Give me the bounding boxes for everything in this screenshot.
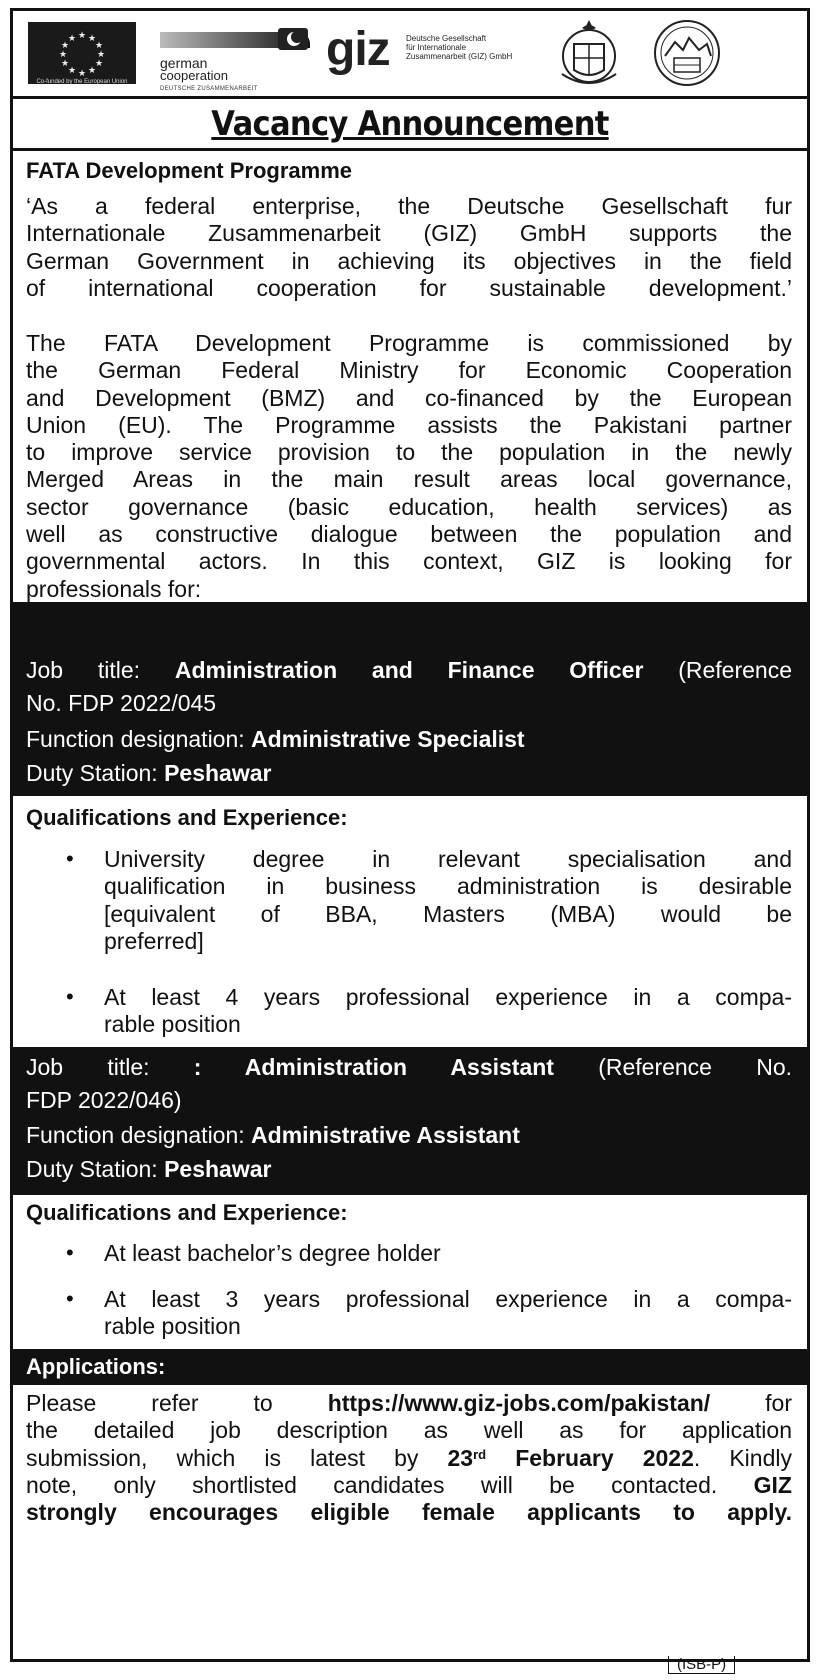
bullet-line: At least 3 years professional experience in a compa- bbox=[104, 1286, 792, 1312]
context-line: sector governance (basic education, health services) as bbox=[26, 493, 792, 520]
german-cooperation-logo bbox=[160, 24, 310, 92]
divider bbox=[10, 96, 810, 99]
applications-heading: Applications: bbox=[26, 1354, 166, 1379]
job2-station-value: Peshawar bbox=[164, 1156, 272, 1182]
job1-station-line bbox=[26, 760, 792, 787]
deadline-day: 23 bbox=[447, 1444, 474, 1471]
page-title: Vacancy Announcement bbox=[211, 104, 609, 144]
job2-function-value: Administrative Assistant bbox=[251, 1122, 520, 1148]
giz-logo: giz bbox=[326, 23, 390, 76]
job1-title-ref: (Reference bbox=[643, 657, 793, 683]
bullet-line: rable position bbox=[104, 1313, 241, 1340]
context-paragraph bbox=[26, 330, 792, 603]
divider bbox=[10, 148, 810, 151]
context-line: and Development (BMZ) and co-financed by the European bbox=[26, 384, 792, 411]
provincial-seal-icon bbox=[650, 16, 724, 90]
programme-heading: FATA Development Programme bbox=[26, 158, 352, 183]
context-line: well as constructive dialogue between the population and bbox=[26, 521, 792, 548]
giz-subtitle bbox=[406, 34, 512, 61]
giz-sub-3: Zusammenarbeit (GIZ) GmbH bbox=[406, 52, 513, 61]
job2-bullet-2 bbox=[104, 1286, 792, 1341]
gc-text-2: cooperation bbox=[160, 68, 228, 83]
job2-ref-line: FDP 2022/046) bbox=[26, 1087, 182, 1113]
deadline-suffix: rd bbox=[473, 1446, 487, 1462]
job1-station-value: Peshawar bbox=[164, 760, 272, 786]
pakistan-flag-icon bbox=[278, 28, 308, 50]
svg-text:★: ★ bbox=[60, 41, 70, 51]
context-line: Merged Areas in the main result areas local governance, bbox=[26, 466, 792, 493]
svg-text:★: ★ bbox=[60, 59, 70, 69]
gc-text-1: german bbox=[160, 55, 208, 71]
intro-paragraph bbox=[26, 193, 792, 302]
bullet-icon: • bbox=[66, 1240, 74, 1265]
logo-row bbox=[10, 10, 800, 94]
bullet-line: University degree in relevant specialisation and bbox=[104, 846, 792, 872]
app-text: Please refer to bbox=[26, 1390, 328, 1416]
applications-text bbox=[26, 1390, 792, 1526]
eu-flag-logo bbox=[28, 22, 136, 84]
app-line bbox=[26, 1445, 792, 1472]
intro-line: German Government in achieving its objectives in the field bbox=[26, 247, 792, 274]
svg-text:★: ★ bbox=[94, 41, 104, 51]
job1-function-line bbox=[26, 726, 792, 753]
job1-bullet-2 bbox=[104, 984, 792, 1039]
intro-line: of international cooperation for sustainable development.’ bbox=[26, 274, 792, 301]
job1-station-label: Duty Station: bbox=[26, 760, 165, 786]
bullet-line: rable position bbox=[104, 1011, 241, 1038]
giz-sub-1: Deutsche Gesellschaft bbox=[406, 34, 487, 43]
svg-text:★: ★ bbox=[77, 69, 87, 79]
svg-text:★: ★ bbox=[58, 50, 68, 60]
bullet-line: preferred] bbox=[104, 927, 204, 954]
bullet-line: qualification in business administration is desirable bbox=[104, 873, 792, 900]
job2-station-label: Duty Station: bbox=[26, 1156, 165, 1182]
job2-function-line bbox=[26, 1122, 792, 1149]
intro-line: Internationale Zusammenarbeit (GIZ) GmbH supports the bbox=[26, 220, 792, 247]
eu-caption: Co-funded by the European Union bbox=[36, 79, 128, 85]
bullet-line: At least 4 years professional experience in a compa- bbox=[104, 984, 792, 1010]
eu-stars-icon bbox=[28, 22, 136, 84]
job1-bullet-1 bbox=[104, 846, 792, 955]
application-url-link[interactable]: https://www.giz-jobs.com/pakistan/ bbox=[327, 1390, 711, 1416]
gc-text-3: DEUTSCHE ZUSAMMENARBEIT bbox=[160, 86, 258, 92]
job2-qual-heading: Qualifications and Experience: bbox=[26, 1200, 348, 1225]
deadline-date: February 2022 bbox=[486, 1444, 694, 1471]
bullet-icon: • bbox=[66, 846, 74, 871]
svg-text:★: ★ bbox=[67, 66, 77, 76]
bullet-icon: • bbox=[66, 1286, 74, 1311]
context-line: the German Federal Ministry for Economic Cooperation bbox=[26, 357, 792, 384]
app-text: for bbox=[710, 1390, 793, 1416]
app-text: . Kindly bbox=[693, 1444, 792, 1471]
job1-qual-heading: Qualifications and Experience: bbox=[26, 805, 348, 830]
svg-text:★: ★ bbox=[87, 34, 97, 44]
bullet-icon: • bbox=[66, 984, 74, 1009]
app-line bbox=[26, 1390, 792, 1417]
app-line bbox=[26, 1472, 792, 1499]
job1-title-line bbox=[26, 657, 792, 684]
job1-ref-line: No. FDP 2022/045 bbox=[26, 690, 217, 716]
job1-title-label: Job title: bbox=[26, 657, 175, 683]
context-line: The FATA Development Programme is commissioned by bbox=[26, 330, 792, 356]
context-line: to improve service provision to the population in the newly bbox=[26, 439, 792, 466]
job2-title-line bbox=[26, 1054, 792, 1081]
svg-text:★: ★ bbox=[94, 59, 104, 69]
svg-text:★: ★ bbox=[96, 50, 106, 60]
app-text: submission, which is latest by bbox=[26, 1444, 448, 1471]
government-seal-icon bbox=[552, 16, 626, 90]
svg-text:★: ★ bbox=[77, 31, 87, 41]
intro-line: ‘As a federal enterprise, the Deutsche Gesellschaft fur bbox=[26, 193, 792, 219]
job2-title-ref: (Reference No. bbox=[553, 1054, 792, 1080]
svg-text:★: ★ bbox=[67, 34, 77, 44]
bullet-line: At least bachelor’s degree holder bbox=[104, 1240, 441, 1266]
svg-text:★: ★ bbox=[87, 66, 97, 76]
context-line: Union (EU). The Programme assists the Pakistani partner bbox=[26, 411, 792, 438]
app-text-bold: GIZ bbox=[753, 1471, 792, 1498]
job1-function-label: Function designation: bbox=[26, 726, 252, 752]
app-line: the detailed job description as well as for application bbox=[26, 1417, 792, 1444]
job2-title-value: : Administration Assistant bbox=[193, 1054, 554, 1080]
job2-station-line bbox=[26, 1156, 792, 1183]
app-line: strongly encourages eligible female applicants to apply. bbox=[26, 1499, 792, 1526]
job1-title-value: Administration and Finance Officer bbox=[174, 657, 644, 683]
giz-sub-2: für Internationale bbox=[406, 43, 467, 52]
footer-code: (ISB-P) bbox=[668, 1656, 735, 1674]
job2-title-label: Job title: bbox=[26, 1054, 194, 1080]
job2-function-label: Function designation: bbox=[26, 1122, 252, 1148]
job1-function-value: Administrative Specialist bbox=[251, 726, 525, 752]
bullet-line: [equivalent of BBA, Masters (MBA) would be bbox=[104, 900, 792, 927]
app-text: note, only shortlisted candidates will be contacted. bbox=[26, 1471, 754, 1498]
context-line: governmental actors. In this context, GIZ is looking for bbox=[26, 548, 792, 575]
job2-bullet-1 bbox=[104, 1240, 792, 1267]
context-line: professionals for: bbox=[26, 575, 202, 602]
